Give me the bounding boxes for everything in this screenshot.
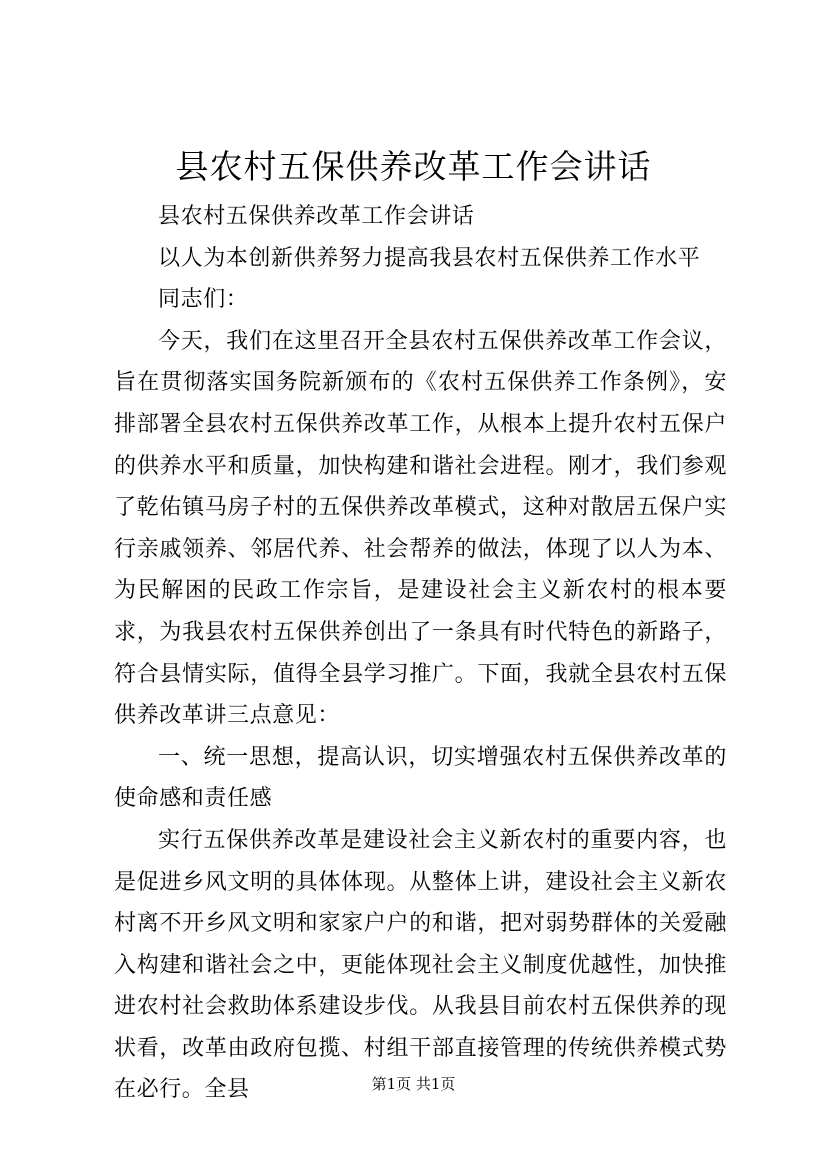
document-body xyxy=(114,196,727,1111)
subtitle-line: 县农村五保供养改革工作会讲话 xyxy=(158,204,475,229)
intro-paragraph: 今天，我们在这里召开全县农村五保供养改革工作会议，旨在贯彻落实国务院新颁布的《农村五保供养工作条例》，安排部署全县农村五保供养改革工作，从根本上提升农村五保户的供养水平和质量，加快构建和谐社会进程。刚才，我们参观了乾佑镇马房子村的五保供养改革模式，这种对散居五保户实行亲戚领养、邻居代养、社会帮养的做法，体现了以人为本、为民解困的民政工作宗旨，是建设社会主义新农村的根本要求，为我县农村五保供养创出了一条具有时代特色的新路子，符合县情实际，值得全县学习推广。下面，我就全县农村五保供养改革讲三点意见： xyxy=(114,328,727,729)
speech-theme-line: 以人为本创新供养努力提高我县农村五保供养工作水平 xyxy=(158,245,701,271)
page-number-footer: 第1页 共1页 xyxy=(371,1075,456,1093)
salutation: 同志们： xyxy=(158,287,249,313)
section-heading-1: 一、统一思想，提高认识，切实增强农村五保供养改革的使命感和责任感 xyxy=(114,744,727,812)
body-paragraph: 实行五保供养改革是建设社会主义新农村的重要内容，也是促进乡风文明的具体体现。从整体上讲，建设社会主义新农村离不开乡风文明和家家户户的和谐，把对弱势群体的关爱融入构建和谐社会之中，更能体现社会主义制度优越性，加快推进农村社会救助体系建设步伐。从我县目前农村五保供养的现状看，改革由政府包揽、村组干部直接管理的传统供养模式势在必行。全县 xyxy=(114,827,727,1103)
document-title: 县农村五保供养改革工作会讲话 xyxy=(175,147,652,186)
